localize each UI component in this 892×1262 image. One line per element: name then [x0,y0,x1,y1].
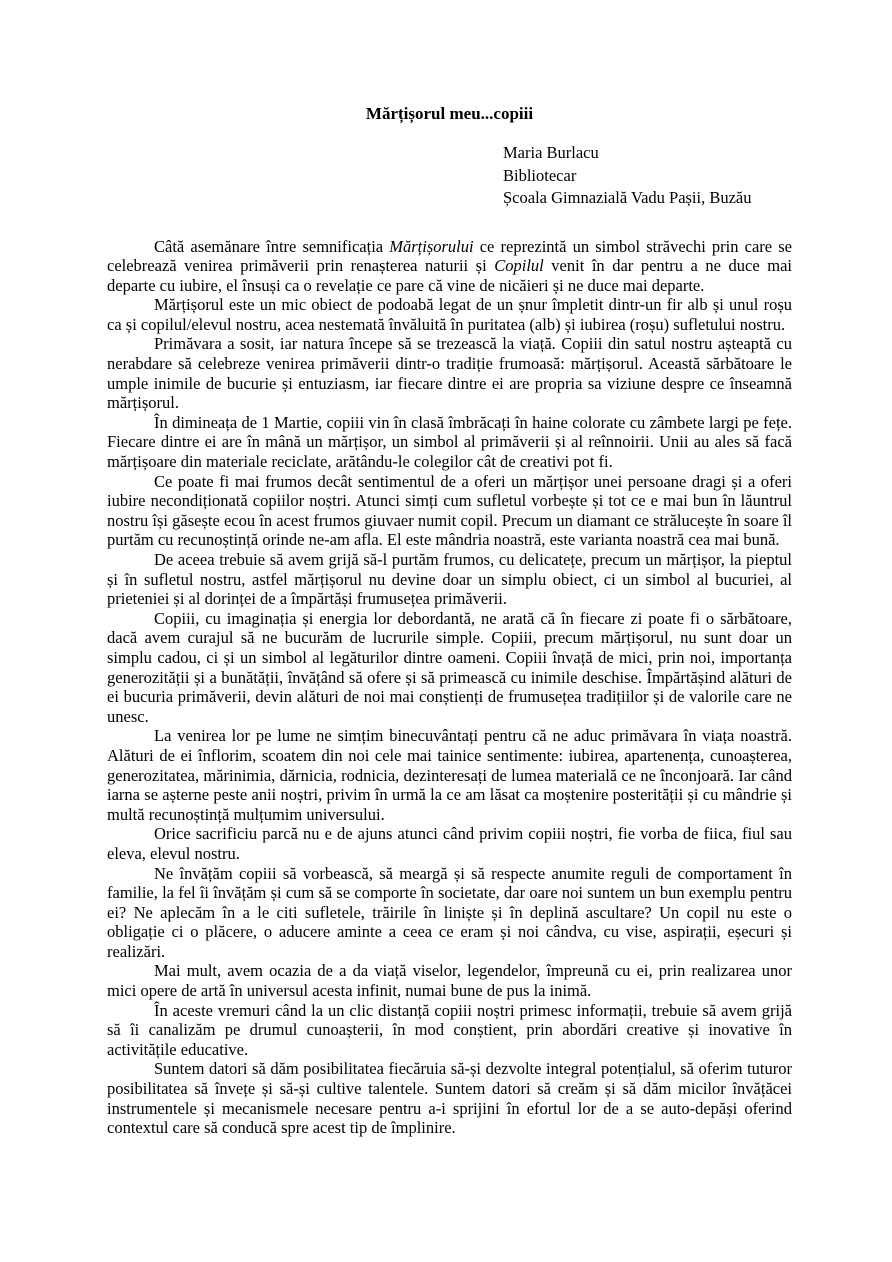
paragraph [107,864,792,962]
text-run: Ne învățăm copiii să vorbească, să meargă și să respecte anumite reguli de comportament în familie, la fel îi învățăm și cum să se comporte în societate, dar oare noi suntem un bun exemplu pentru ei? Ne aplecăm în a le citi sufletele, trăirile în liniște și în deplină ascultare? Un copil nu este o obligație ci o plăcere, o aducere aminte a ceea ce eram și noi cândva, cu vise, aspirații, eșecuri și realizări. [107,863,792,961]
paragraph [107,413,792,472]
paragraph [107,1059,792,1137]
text-run: Primăvara a sosit, iar natura începe să se trezească la viață. Copiii din satul nostru așteaptă cu nerabdare să celebreze venirea primăverii dintr-o tradiție frumoasă: mărțișorul. Această sărbătoare le umple inimile de bucurie și entuziasm, iar fiecare dintre ei are propria sa viziune despre ce înseamnă mărțișorul. [107,334,792,413]
text-run: Orice sacrificiu parcă nu e de ajuns atunci când privim copiii noștri, fie vorba de fiica, fiul sau eleva, elevul nostru. [107,824,792,863]
document-title: Mărțișorul meu...copiii [365,104,534,123]
author-role: Bibliotecar [503,165,577,185]
text-run: venit în dar pentru a ne duce mai departe cu iubire, el însuși ca o revelație ce pare că vine de nicăieri și ne duce mai departe. [107,256,792,295]
text-run: Ce poate fi mai frumos decât sentimentul de a oferi un mărțișor unei persoane dragi și a oferi iubire necondiționată copiilor noștri. Atunci simți cum sufletul vorbește și tot ce e mai bun în lăuntrul nostru își găsește ecou în acest frumos giuvaer numit copil. Precum un diamant ce strălucește în soare îl purtăm cu recunoștință orinde ne-am afla. El este mândria noastră, este varianta noastră cea mai bună. [107,471,792,550]
author-block [503,142,792,210]
paragraph [107,824,792,863]
italic-text-run: Copilul [494,256,544,276]
paragraph [107,334,792,412]
text-run: ce reprezintă un simbol străvechi prin care se celebrează venirea primăverii prin renașterea naturii și [107,236,792,276]
paragraph [107,237,792,296]
text-run: Mai mult, avem ocazia de a da viață viselor, legendelor, împreună cu ei, prin realizarea unor mici opere de artă în universul acesta infinit, numai bune de pus la inimă. [107,961,792,1001]
author-name: Maria Burlacu [503,143,599,162]
text-run: Câtă asemănare între semnificația [154,236,390,256]
text-run: La venirea lor pe lume ne simțim binecuvântați pentru că ne aduc primăvara în viața noastră. Alături de ei înflorim, scoatem din noi cele mai tainice sentimente: iubirea, apartenența, cunoașterea, generozitatea, mărinimia, dărnicia, rodnicia, dezinteresați de lumea materială ce ne înconjoară. Iar când iarna se așterne peste anii noștri, privim în urmă la ce am lăsat ca moștenire posterității și cu mândrie și multă recunoștință mulțumim universului. [107,726,792,824]
text-run: Mărțișorul este un mic obiect de podoabă legat de un șnur împletit dintr-un fir alb și unul roșu ca și copilul/elevul nostru, acea nestemată învăluită în puritatea (alb) și iubirea (roșu) sufletului nostru. [107,295,792,334]
document-body [107,237,792,1138]
paragraph [107,472,792,550]
paragraph [107,609,792,727]
paragraph [107,1001,792,1060]
paragraph [107,550,792,609]
text-run: În aceste vremuri când la un clic distanță copiii noștri primesc informații, trebuie să avem grijă să îi canalizăm pe drumul cunoașterii, în mod conștient, prin abordări creative și inovative în activitățile educative. [107,1000,792,1059]
text-run: Copiii, cu imaginația și energia lor debordantă, ne arată că în fiecare zi poate fi o sărbătoare, dacă avem curajul să ne bucurăm de lucrurile simple. Copiii, precum mărțișorul, nu sunt doar un simplu cadou, ci și un simbol al legăturilor dintre oameni. Copiii învață de mici, prin noi, importanța generozității și a bunătății, învățând să ofere și să primească cu inimile deschise. Împărtășind alături de ei bucuria primăverii, devin alături de noi mai conștienți de frumusețea tradițiilor și de valorile care ne unesc. [107,608,792,726]
text-run: De aceea trebuie să avem grijă să-l purtăm frumos, cu delicatețe, precum un mărțișor, la pieptul și în sufletul nostru, astfel mărțișorul nu devine doar un simplu obiect, ci un simbol al bucuriei, al prieteniei și al dorinței de a împărtăși frumusețea primăverii. [107,550,792,609]
paragraph [107,295,792,334]
italic-text-run: Mărțișorului [389,236,474,256]
text-run: În dimineața de 1 Martie, copiii vin în clasă îmbrăcați în haine colorate cu zâmbete largi pe fețe. Fiecare dintre ei are în mână un mărțișor, un simbol al primăverii și al reînnoirii. Unii au ales să facă mărțișoare din materiale reciclate, arătându-le colegilor cât de creativi pot fi. [107,412,792,472]
paragraph [107,961,792,1000]
text-run: Suntem datori să dăm posibilitatea fiecăruia să-și dezvolte integral potențialul, să oferim tuturor posibilitatea să învețe și să-și cultive talentele. Suntem datori să creăm și să dăm micilor învățăcei instrumentele și mecanismele necesare pentru a-i sprijini în efortul lor de a se auto-depăși oferind contextul care să conducă spre acest tip de împlinire. [107,1059,792,1138]
paragraph [107,726,792,824]
author-institution: Școala Gimnazială Vadu Pașii, Buzău [503,188,752,207]
